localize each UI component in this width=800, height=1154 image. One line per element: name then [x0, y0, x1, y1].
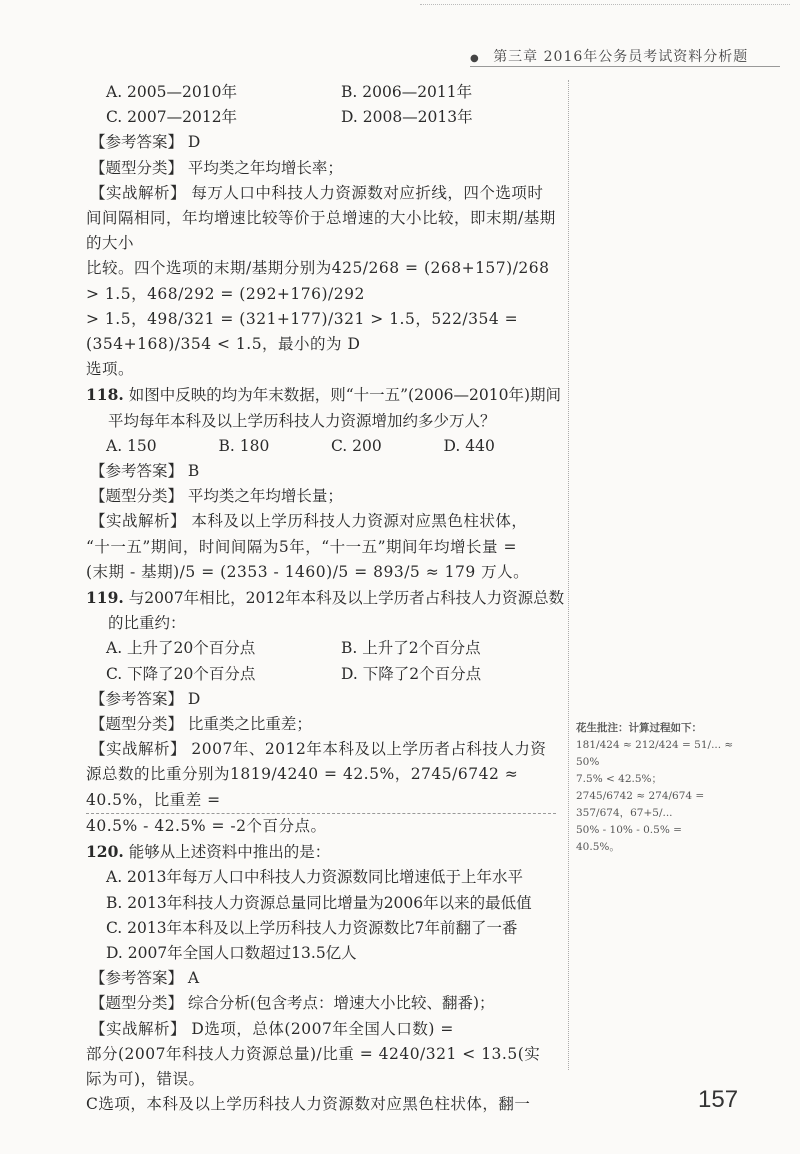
q119-option-c: C. 下降了20个百分点: [106, 664, 256, 683]
q120-option-d: D. 2007年全国人口数超过13.5亿人: [106, 943, 357, 962]
margin-note: [576, 720, 746, 856]
q120-option-a: A. 2013年每万人口中科技人力资源数同比增速低于上年水平: [106, 868, 523, 887]
top-edge-strip: [420, 4, 790, 13]
q118-answer: 【参考答案】 B: [90, 462, 200, 481]
q119-option-d: D. 下降了2个百分点: [341, 664, 482, 683]
running-head: [470, 46, 770, 66]
q120-stem-line: 能够从上述资料中推出的是：: [128, 843, 331, 862]
q118-analysis-line: (末期 - 基期)/5 = (2353 - 1460)/5 = 893/5 ≈ 179 万人。: [86, 562, 530, 581]
q118-stem-line: 如图中反映的均为年末数据，则“十一五”(2006—2010年)期间: [128, 386, 562, 405]
q120-analysis-line: 部分(2007年科技人力资源总量)/比重 = 4240/321 < 13.5(实际为可)，错误。: [86, 1044, 541, 1088]
q117-analysis-line: 比较。四个选项的末期/基期分别为425/268 = (268+157)/268 > 1.5，468/292 = (292+176)/292: [86, 259, 550, 303]
q117-options-row-2: [86, 105, 556, 130]
q119-options-row-1: [86, 636, 556, 661]
q119-option-a: A. 上升了20个百分点: [106, 639, 256, 658]
q117-answer: 【参考答案】 D: [90, 133, 201, 152]
q120-number: 120.: [86, 842, 124, 862]
q117-category: 【题型分类】 平均类之年均增长率；: [90, 158, 343, 177]
q118-category: 【题型分类】 平均类之年均增长量；: [90, 487, 343, 506]
q120-analysis-line: 【实战解析】 D选项，总体(2007年全国人口数) =: [90, 1019, 454, 1038]
q119-analysis-line: 40.5% - 42.5% = -2个百分点。: [86, 816, 327, 835]
q119-analysis-line: 源总数的比重分别为1819/4240 = 42.5%，2745/6742 ≈ 40.5%，比重差 =: [86, 762, 556, 813]
q120-analysis-line: C选项，本科及以上学历科技人力资源数对应黑色柱状体，翻一: [86, 1095, 531, 1114]
q118-options: [86, 434, 556, 459]
q119-number: 119.: [86, 588, 124, 608]
q120-category: 【题型分类】 综合分析(包含考点：增速大小比较、翻番)；: [90, 994, 495, 1013]
q117-option-d: D. 2008—2013年: [341, 108, 473, 127]
q118-option-b: B. 180: [218, 436, 270, 455]
page-body: [86, 80, 565, 1117]
margin-note-line: 181/424 ≈ 212/424 = 51/... ≈ 50%: [576, 739, 734, 768]
bullet-icon: ●: [470, 53, 480, 64]
q117-analysis-line: 间间隔相同，年均增速比较等价于总增速的大小比较，即末期/基期的大小: [86, 209, 556, 253]
page-number: 157: [698, 1086, 739, 1113]
q118-analysis-line: 【实战解析】 本科及以上学历科技人力资源对应黑色柱状体，: [90, 512, 528, 531]
q120-stem: [86, 839, 556, 865]
q120-answer: 【参考答案】 A: [90, 969, 200, 988]
margin-note-title: 花生批注：计算过程如下：: [576, 722, 702, 734]
q119-stem-line: 与2007年相比，2012年本科及以上学历者占科技人力资源总数: [128, 589, 565, 608]
q119-stem: [86, 585, 565, 611]
q118-analysis-line: “十一五”期间，时间间隔为5年，“十一五”期间年均增长量 =: [86, 537, 517, 556]
q117-option-c: C. 2007—2012年: [106, 108, 238, 127]
q117-option-a: A. 2005—2010年: [106, 83, 237, 101]
q117-options-row-1: [86, 80, 556, 105]
margin-note-line: 7.5% < 42.5%；: [576, 773, 663, 785]
q118-option-c: C. 200: [331, 436, 382, 455]
q117-analysis-line: 选项。: [86, 360, 135, 379]
header-rule: [470, 66, 780, 67]
q117-analysis-line: > 1.5，498/321 = (321+177)/321 > 1.5，522/354 = (354+168)/354 < 1.5，最小的为 D: [86, 309, 519, 354]
q119-options-row-2: [86, 662, 556, 687]
q118-option-d: D. 440: [443, 436, 495, 455]
q119-answer: 【参考答案】 D: [90, 689, 201, 708]
running-head-text: 第三章 2016年公务员考试资料分析题: [493, 49, 749, 65]
q117-analysis-line: 【实战解析】 每万人口中科技人力资源数对应折线，四个选项时: [90, 183, 544, 202]
q118-option-a: A. 150: [106, 436, 157, 455]
q119-category: 【题型分类】 比重类之比重差；: [90, 715, 312, 734]
margin-note-line: 40.5%。: [576, 841, 620, 853]
margin-divider: [568, 80, 569, 1070]
margin-note-line: 2745/6742 ≈ 274/674 = 357/674，67+5/...: [576, 790, 705, 819]
q119-stem-line: 的比重约：: [108, 614, 186, 633]
q119-option-b: B. 上升了2个百分点: [341, 639, 481, 658]
q118-number: 118.: [86, 385, 124, 405]
q120-option-b: B. 2013年科技人力资源总量同比增量为2006年以来的最低值: [106, 893, 532, 912]
q117-option-b: B. 2006—2011年: [341, 83, 473, 101]
q118-stem: [86, 382, 562, 408]
margin-note-line: 50% - 10% - 0.5% =: [576, 824, 682, 836]
q120-option-c: C. 2013年本科及以上学历科技人力资源数比7年前翻了一番: [106, 918, 518, 937]
q119-analysis-line: 【实战解析】 2007年、2012年本科及以上学历者占科技人力资: [90, 740, 547, 759]
q118-stem-line: 平均每年本科及以上学历科技人力资源增加约多少万人？: [108, 411, 496, 430]
